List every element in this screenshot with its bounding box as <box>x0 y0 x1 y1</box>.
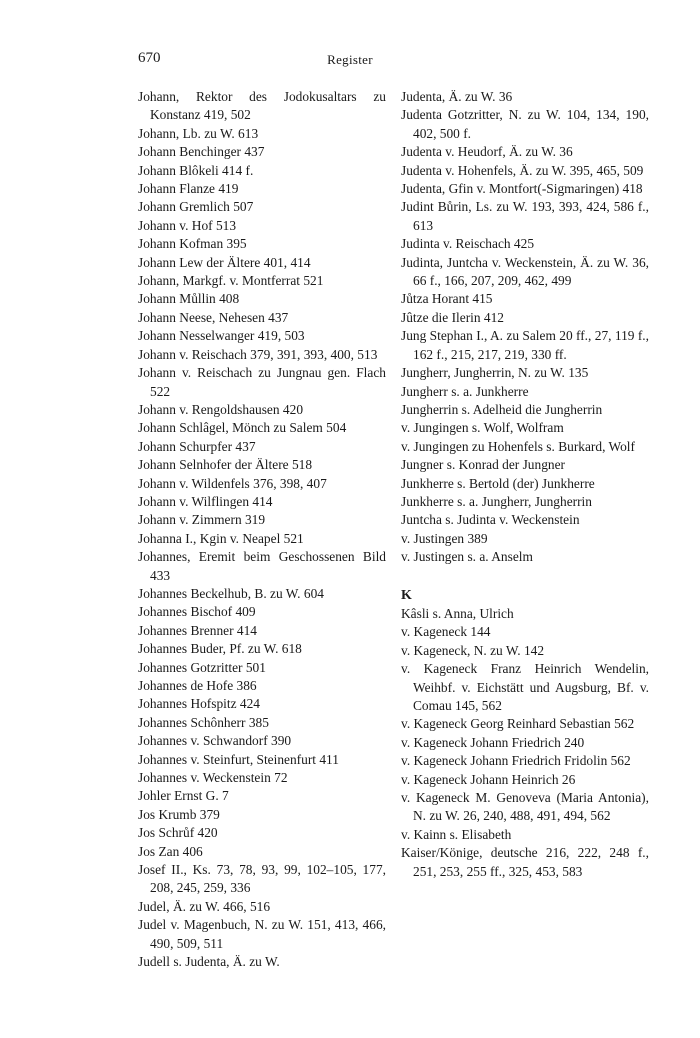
index-entry: v. Jungingen s. Wolf, Wolfram <box>401 420 564 436</box>
index-entry: Junkherre s. Bertold (der) Junkherre <box>401 475 595 491</box>
index-entry: Johann Kofman 395 <box>138 236 247 252</box>
index-entry: v. Kageneck M. Genoveva (Maria Antonia), N. zu W. 26, 240, 488, 491, 494, 562 <box>401 790 649 824</box>
index-entry: Johannes de Hofe 386 <box>138 678 257 693</box>
index-entry: Jûtze die Ilerin 412 <box>401 309 504 325</box>
index-entry: Judinta, Juntcha v. Weckenstein, Ä. zu W. 36, 66 f., 166, 207, 209, 462, 499 <box>401 254 649 289</box>
index-entry: Johann v. Reischach 379, 391, 393, 400, 513 <box>138 346 378 362</box>
index-entry: Johannes Hofspitz 424 <box>138 696 260 712</box>
index-entry: Judenta Gotzritter, N. zu W. 104, 134, 190, 402, 500 f. <box>401 107 649 141</box>
index-entry: Josef II., Ks. 73, 78, 93, 99, 102–105, 177, 208, 245, 259, 336 <box>138 862 386 896</box>
index-entry: v. Kageneck Franz Heinrich Wendelin, Weihbf. v. Eichstätt und Augsburg, Bf. v. Comau 145, 562 <box>401 661 649 713</box>
index-entry: Judenta v. Heudorf, Ä. zu W. 36 <box>401 144 573 160</box>
index-entry: Johann Gremlich 507 <box>138 199 254 215</box>
index-entry: v. Kageneck 144 <box>401 624 491 640</box>
index-entry: Jungherr s. a. Junkherre <box>401 383 529 399</box>
index-entry: Johann Nesselwanger 419, 503 <box>138 328 305 344</box>
index-entry: Kâsli s. Anna, Ulrich <box>401 605 514 621</box>
index-entry: Jungherrin s. Adelheid die Jungherrin <box>401 401 603 417</box>
index-entry: Johann Neese, Nehesen 437 <box>138 309 289 325</box>
index-entry: Jungherr, Jungherrin, N. zu W. 135 <box>401 365 589 381</box>
index-entry: Johann Schurpfer 437 <box>138 438 256 454</box>
index-entry: Johann Benchinger 437 <box>138 144 265 160</box>
index-entry: v. Kageneck Johann Heinrich 26 <box>401 771 576 787</box>
index-entry: v. Jungingen zu Hohenfels s. Burkard, Wolf <box>401 438 635 454</box>
index-entry: Johann Schlâgel, Mönch zu Salem 504 <box>138 420 347 436</box>
index-entry: Johann Selnhofer der Ältere 518 <box>138 457 313 473</box>
index-entry: Johann Lew der Ältere 401, 414 <box>138 254 311 270</box>
index-entry: Johannes Bischof 409 <box>138 604 256 620</box>
index-entry: Johannes Buder, Pf. zu W. 618 <box>138 641 302 657</box>
index-entry: Johannes Gotzritter 501 <box>138 659 266 675</box>
index-entry: Johann v. Hof 513 <box>138 217 237 233</box>
index-entry: Johann v. Reischach zu Jungnau gen. Flach 522 <box>138 365 386 399</box>
index-column-left <box>138 88 386 972</box>
index-entry: Judel, Ä. zu W. 466, 516 <box>138 898 271 914</box>
index-entry: Johannes Schônherr 385 <box>138 714 269 730</box>
page-number: 670 <box>138 50 161 66</box>
index-entry: Judell s. Judenta, Ä. zu W. <box>138 954 280 970</box>
index-entry: Johannes, Eremit beim Geschossenen Bild 433 <box>138 549 386 583</box>
index-entry: Kaiser/Könige, deutsche 216, 222, 248 f., 251, 253, 255 ff., 325, 453, 583 <box>401 845 649 879</box>
index-entry: Judenta v. Hohenfels, Ä. zu W. 395, 465, 509 <box>401 162 644 178</box>
section-letter-k: K <box>401 587 412 603</box>
index-entry: Johann v. Zimmern 319 <box>138 512 266 528</box>
index-entry: Johann Blôkeli 414 f. <box>138 162 254 178</box>
index-entry: v. Justingen 389 <box>401 530 488 546</box>
index-entry: Junkherre s. a. Jungherr, Jungherrin <box>401 493 592 509</box>
index-entry: Johann, Rektor des Jodokusaltars zu Konstanz 419, 502 <box>138 89 386 123</box>
index-entry: Juntcha s. Judinta v. Weckenstein <box>401 512 580 528</box>
index-group-j <box>401 88 649 567</box>
index-entry: Judinta v. Reischach 425 <box>401 236 535 252</box>
index-entry: Johann, Lb. zu W. 613 <box>138 125 259 141</box>
index-entry: Johann v. Wildenfels 376, 398, 407 <box>138 475 327 491</box>
index-entry: Johannes v. Weckenstein 72 <box>138 770 288 786</box>
index-entry: v. Kageneck Johann Friedrich 240 <box>401 734 585 750</box>
index-entry: Johannes v. Steinfurt, Steinenfurt 411 <box>138 751 339 767</box>
index-entry: Johann, Markgf. v. Montferrat 521 <box>138 273 324 289</box>
index-entry: Judint Bůrin, Ls. zu W. 193, 393, 424, 586 f., 613 <box>401 199 649 233</box>
index-entry: v. Justingen s. a. Anselm <box>401 549 533 565</box>
index-entry: v. Kainn s. Elisabeth <box>401 826 512 842</box>
index-entry: Judenta, Gfin v. Montfort(-Sigmaringen) 418 <box>401 181 643 197</box>
index-entry: Johann Flanze 419 <box>138 181 239 197</box>
index-entry: Johanna I., Kgin v. Neapel 521 <box>138 530 304 546</box>
index-entry: Johler Ernst G. 7 <box>138 788 229 804</box>
index-entry: Johannes v. Schwandorf 390 <box>138 733 292 749</box>
index-entry: Jůtza Horant 415 <box>401 291 493 307</box>
index-entry: Judenta, Ä. zu W. 36 <box>401 89 513 104</box>
index-entry: v. Kageneck Johann Friedrich Fridolin 562 <box>401 753 631 769</box>
index-entry: Johannes Beckelhub, B. zu W. 604 <box>138 585 324 601</box>
index-entry: Jung Stephan I., A. zu Salem 20 ff., 27, 119 f., 162 f., 215, 217, 219, 330 ff. <box>401 328 649 362</box>
index-entry: Johann v. Wilflingen 414 <box>138 493 273 509</box>
index-entry: Jos Krumb 379 <box>138 806 220 822</box>
index-entry: v. Kageneck, N. zu W. 142 <box>401 642 545 658</box>
index-column-right <box>401 88 649 881</box>
index-entry: Johannes Brenner 414 <box>138 622 257 638</box>
running-head: Register <box>327 52 373 67</box>
index-group-k <box>401 605 649 881</box>
index-entry: Johann v. Rengoldshausen 420 <box>138 401 304 417</box>
index-entry: Jungner s. Konrad der Jungner <box>401 457 565 473</box>
index-entry: Jos Zan 406 <box>138 843 203 859</box>
index-entry: Jos Schrůf 420 <box>138 825 218 841</box>
index-entry: v. Kageneck Georg Reinhard Sebastian 562 <box>401 716 635 732</box>
index-entry: Judel v. Magenbuch, N. zu W. 151, 413, 466, 490, 509, 511 <box>138 917 386 951</box>
index-entry: Johann Můllin 408 <box>138 291 240 307</box>
